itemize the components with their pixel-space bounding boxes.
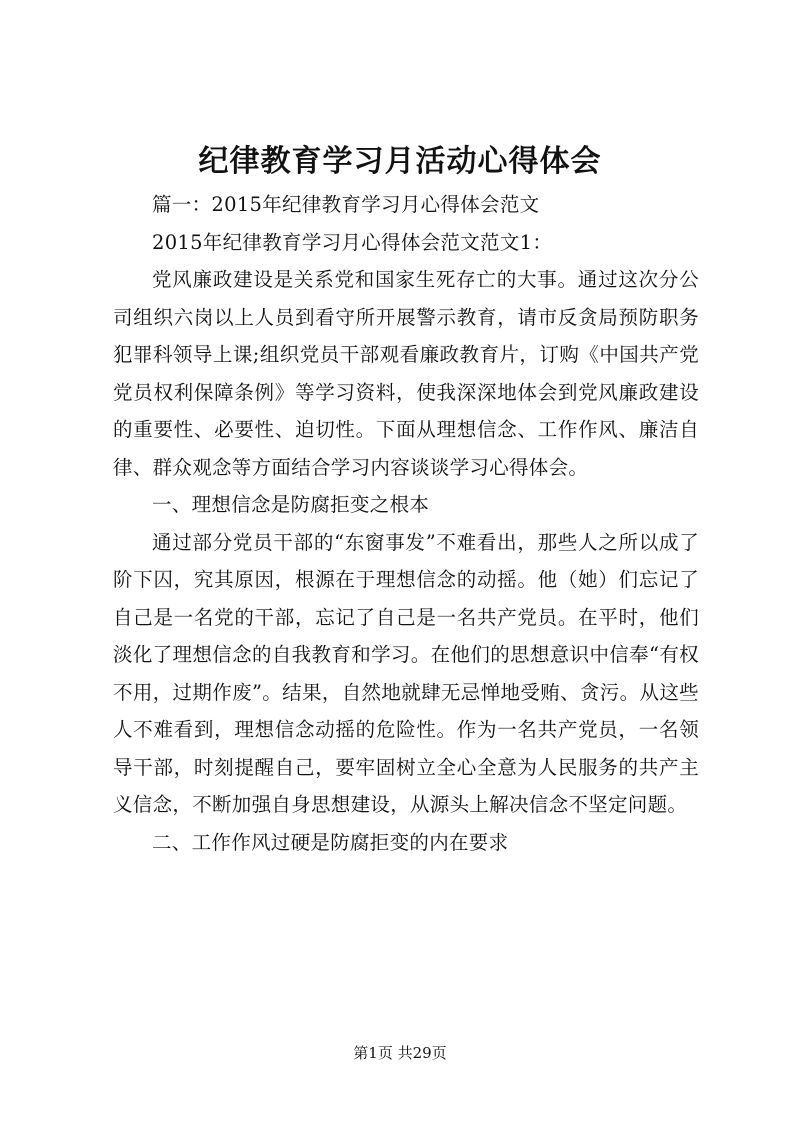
document-body	[113, 186, 699, 861]
paragraph-section-heading: 篇一：2015年纪律教育学习月心得体会范文	[152, 193, 540, 216]
paragraph-body-one: 通过部分党员干部的“东窗事发”不难看出，那些人之所以成了阶下囚，究其原因，根源在于理想信念的动摇。他（她）们忘记了自己是一名党的干部，忘记了自己是一名共产党员。在平时，他们淡化了理想信念的自我教育和学习。在他们的思想意识中信奉“有权不用，过期作废”。结果，自然地就肆无忌惮地受贿、贪污。从这些人不难看到，理想信念动摇的危险性。作为一名共产党员，一名领导干部，时刻提醒自己，要牢固树立全心全意为人民服务的共产主义信念，不断加强自身思想建设，从源头上解决信念不坚定问题。	[113, 530, 699, 816]
paragraph-subtitle: 2015年纪律教育学习月心得体会范文范文1：	[152, 230, 553, 254]
paragraph-heading-one: 一、理想信念是防腐拒变之根本	[152, 493, 430, 516]
page-number-footer: 第1页 共29页	[353, 1044, 447, 1062]
document-title: 纪律教育学习月活动心得体会	[198, 144, 602, 179]
paragraph-intro: 党风廉政建设是关系党和国家生死存亡的大事。通过这次分公司组织六岗以上人员到看守所开展警示教育，请市反贪局预防职务犯罪科领导上课;组织党员干部观看廉政教育片，订购《中国共产党党员权利保障条例》等学习资料，使我深深地体会到党风廉政建设的重要性、必要性、迫切性。下面从理想信念、工作作风、廉洁自律、群众观念等方面结合学习内容谈谈学习心得体会。	[113, 268, 699, 479]
paragraph-heading-two: 二、工作作风过硬是防腐拒变的内在要求	[152, 830, 509, 854]
